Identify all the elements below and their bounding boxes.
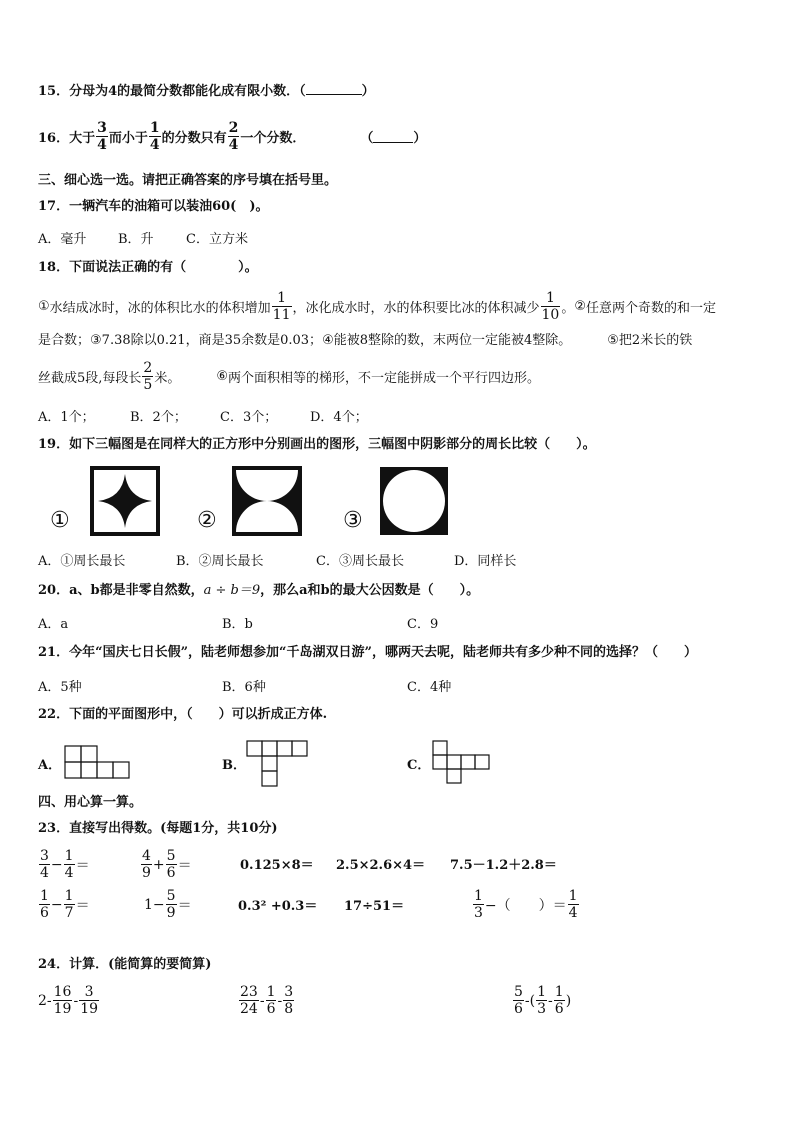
q23-item-1 [38, 848, 90, 881]
q19-figure-3-label: ③ [343, 508, 363, 533]
q16-paren-open: （ [360, 131, 374, 146]
q24-a-pre: 2- [38, 992, 52, 1009]
q24-b-op1: - [259, 992, 265, 1009]
q23-10-frac-b: $\frac{1}{4}$ [568, 888, 578, 921]
q22-net-c [432, 738, 496, 790]
q24-expr-c [512, 984, 571, 1017]
q24-b-frac-1: $\frac{23}{24}$ [240, 984, 258, 1017]
q16-mid2: 的分数只有 [161, 131, 227, 146]
q16-pre: 大于 [69, 131, 96, 146]
q16-post: 一个分数． [240, 131, 306, 146]
q20-pre: 20．a、b都是非零自然数， [38, 583, 204, 598]
section-3-heading: 三、细心选一选。请把正确答案的序号填在括号里。 [38, 173, 338, 188]
q18-line-1 [38, 290, 716, 323]
q22-net-b [246, 740, 312, 790]
q24-a-frac-1: $\frac{16}{19}$ [53, 984, 72, 1017]
question-23: 23．直接写出得数。(每题1分，共10分) [38, 821, 278, 836]
q19-option-c[interactable]: C．③周长最长 [316, 554, 404, 569]
q23-item-8: 0.3² +0.3＝ [238, 899, 318, 914]
q22-net-a [64, 745, 132, 779]
q18-option-b[interactable]: B．2个； [130, 410, 187, 425]
q20-expr: a ÷ b＝9 [203, 583, 261, 598]
q18-item-5-marker: ⑤ [607, 333, 619, 348]
q23-1-op: − [50, 856, 63, 873]
question-16 [38, 120, 426, 153]
question-17: 17．一辆汽车的油箱可以装油60( )。 [38, 199, 269, 214]
q18-l3a: 丝截成5段,每段长 [38, 371, 142, 386]
q16-answer-blank[interactable] [373, 130, 413, 143]
q18-line-2 [38, 332, 692, 350]
q23-item-9: 17÷51＝ [344, 899, 405, 914]
q21-option-b[interactable]: B．6种 [222, 680, 266, 695]
q20-post: ，那么a和b的最大公因数是（ ）。 [260, 583, 480, 598]
q23-10-blank[interactable]: −（ ）＝ [484, 897, 567, 914]
q17-option-a[interactable]: A．毫升 [38, 232, 87, 247]
q18-item-3-marker: ③ [90, 333, 102, 348]
q19-figure-1 [90, 466, 160, 536]
q24-c-frac-1: $\frac{5}{6}$ [514, 984, 523, 1017]
q23-1-eq: ＝ [75, 857, 90, 874]
question-18: 18．下面说法正确的有（ ）。 [38, 260, 258, 275]
q23-item-3: 0.125×8＝ [240, 858, 314, 873]
q18-l1c: 。 [561, 301, 575, 316]
q20-option-a[interactable]: A．a [38, 617, 69, 632]
question-21: 21．今年“国庆七日长假”，陆老师想参加“千岛湖双日游”，哪两天去呢，陆老师共有多少种不同的选择？（ ） [38, 645, 698, 660]
q23-6-frac-b: $\frac{1}{7}$ [64, 888, 74, 921]
q24-c-op: -( [524, 992, 536, 1009]
q23-item-5: 7.5－1.2＋2.8＝ [450, 858, 557, 873]
q19-option-d[interactable]: D．同样长 [454, 554, 517, 569]
q23-item-7 [144, 888, 192, 921]
q23-item-4: 2.5×2.6×4＝ [336, 858, 426, 873]
q24-c-close: ) [565, 992, 572, 1009]
q18-frac-1-10: $\frac{1}{10}$ [541, 290, 560, 323]
q18-option-a[interactable]: A．1个； [38, 410, 95, 425]
q17-option-b[interactable]: B．升 [118, 232, 154, 247]
q24-b-frac-2: $\frac{1}{6}$ [266, 984, 276, 1017]
q19-figure-2-label: ② [197, 508, 217, 533]
q24-a-op: - [73, 992, 79, 1009]
question-22: 22．下面的平面图形中，（ ）可以折成正方体. [38, 707, 328, 722]
q23-10-frac-a: $\frac{1}{3}$ [474, 888, 483, 921]
q18-l3c: 两个面积相等的梯形，不一定能拼成一个平行四边形。 [228, 371, 541, 386]
q19-figure-1-label: ① [50, 508, 70, 533]
q23-1-frac-b: $\frac{1}{4}$ [64, 848, 74, 881]
question-19: 19．如下三幅图是在同样大的正方形中分别画出的图形，三幅图中阴影部分的周长比较（ ）。 [38, 437, 596, 452]
q18-l1a: 水结成冰时，冰的体积比水的体积增加 [49, 301, 271, 316]
q19-option-a[interactable]: A．①周长最长 [38, 554, 126, 569]
q18-l2c: 能被8整除的数，末两位一定能被4整除。 [333, 333, 572, 348]
q15-number: 15． [38, 84, 70, 99]
q23-6-op: − [50, 896, 63, 913]
q18-item-1-marker: ① [38, 299, 50, 314]
q17-option-c[interactable]: C．立方米 [186, 232, 248, 247]
q18-l3b: 米。 [154, 371, 181, 386]
q16-frac2: $\frac{1}{4}$ [149, 120, 160, 153]
q23-7-eq: ＝ [177, 897, 192, 914]
q23-item-6 [38, 888, 90, 921]
q24-c-op2: - [548, 992, 553, 1009]
q24-c-frac-3: $\frac{1}{6}$ [554, 984, 564, 1017]
question-15 [38, 82, 375, 101]
q23-6-eq: ＝ [75, 897, 90, 914]
q19-figure-2 [232, 466, 302, 536]
q18-l1d: 任意两个奇数的和一定 [586, 301, 717, 316]
q23-2-op: + [152, 856, 165, 873]
q21-option-a[interactable]: A．5种 [38, 680, 82, 695]
q15-answer-blank[interactable] [306, 82, 362, 95]
q18-frac-1-11: $\frac{1}{11}$ [272, 290, 291, 323]
q16-mid: 而小于 [108, 131, 148, 146]
q23-item-2 [140, 848, 192, 881]
q24-b-op2: - [277, 992, 283, 1009]
q18-option-c[interactable]: C．3个； [220, 410, 278, 425]
q24-expr-a [38, 984, 100, 1017]
q16-frac1: $\frac{3}{4}$ [97, 120, 107, 153]
q24-b-frac-3: $\frac{3}{8}$ [284, 984, 294, 1017]
q18-l1b: ，冰化成水时，水的体积要比冰的体积减少 [292, 301, 540, 316]
q23-6-frac-a: $\frac{1}{6}$ [40, 888, 49, 921]
q23-2-frac-b: $\frac{5}{6}$ [166, 848, 176, 881]
q20-option-b[interactable]: B．b [222, 617, 253, 632]
q22-option-c[interactable]: C． [407, 758, 431, 773]
q18-item-6-marker: ⑥ [216, 369, 228, 384]
q24-a-frac-2: $\frac{3}{19}$ [80, 984, 99, 1017]
q19-figure-3 [379, 466, 449, 536]
q21-option-c[interactable]: C．4种 [407, 680, 452, 695]
q18-frac-2-5: $\frac{2}{5}$ [143, 360, 153, 393]
q23-2-eq: ＝ [177, 857, 192, 874]
q15-text: 分母为4的最简分数都能化成有限小数．（ [69, 84, 306, 99]
q23-1-frac-a: $\frac{3}{4}$ [40, 848, 49, 881]
q19-option-b[interactable]: B．②周长最长 [176, 554, 264, 569]
q20-option-c[interactable]: C．9 [407, 617, 439, 632]
q18-item-4-marker: ④ [322, 333, 334, 348]
q23-item-10 [472, 888, 580, 921]
q16-frac3: $\frac{2}{4}$ [228, 120, 239, 153]
q18-line-3 [38, 360, 540, 393]
q23-7-pre: 1− [144, 896, 165, 913]
q18-l2b: 7.38除以0.21，商是35余数是0.03； [101, 333, 323, 348]
q24-c-frac-2: $\frac{1}{3}$ [537, 984, 547, 1017]
q22-option-a[interactable]: A． [38, 758, 62, 773]
q16-paren-close: ） [413, 131, 427, 146]
q24-expr-b [238, 984, 295, 1017]
q18-option-d[interactable]: D．4个； [310, 410, 368, 425]
q18-l2d: 把2米长的铁 [618, 333, 693, 348]
q23-7-frac: $\frac{5}{9}$ [166, 888, 176, 921]
q16-number: 16． [38, 131, 70, 146]
question-24: 24．计算．(能简算的要简算) [38, 957, 212, 972]
q18-item-2-marker: ② [574, 299, 587, 314]
q15-close: ） [361, 84, 375, 99]
q23-2-frac-a: $\frac{4}{9}$ [142, 848, 151, 881]
q18-l2a: 是合数； [38, 333, 91, 348]
section-4-heading: 四、用心算一算。 [38, 795, 143, 810]
q22-option-b[interactable]: B． [222, 758, 246, 773]
question-20 [38, 582, 479, 600]
